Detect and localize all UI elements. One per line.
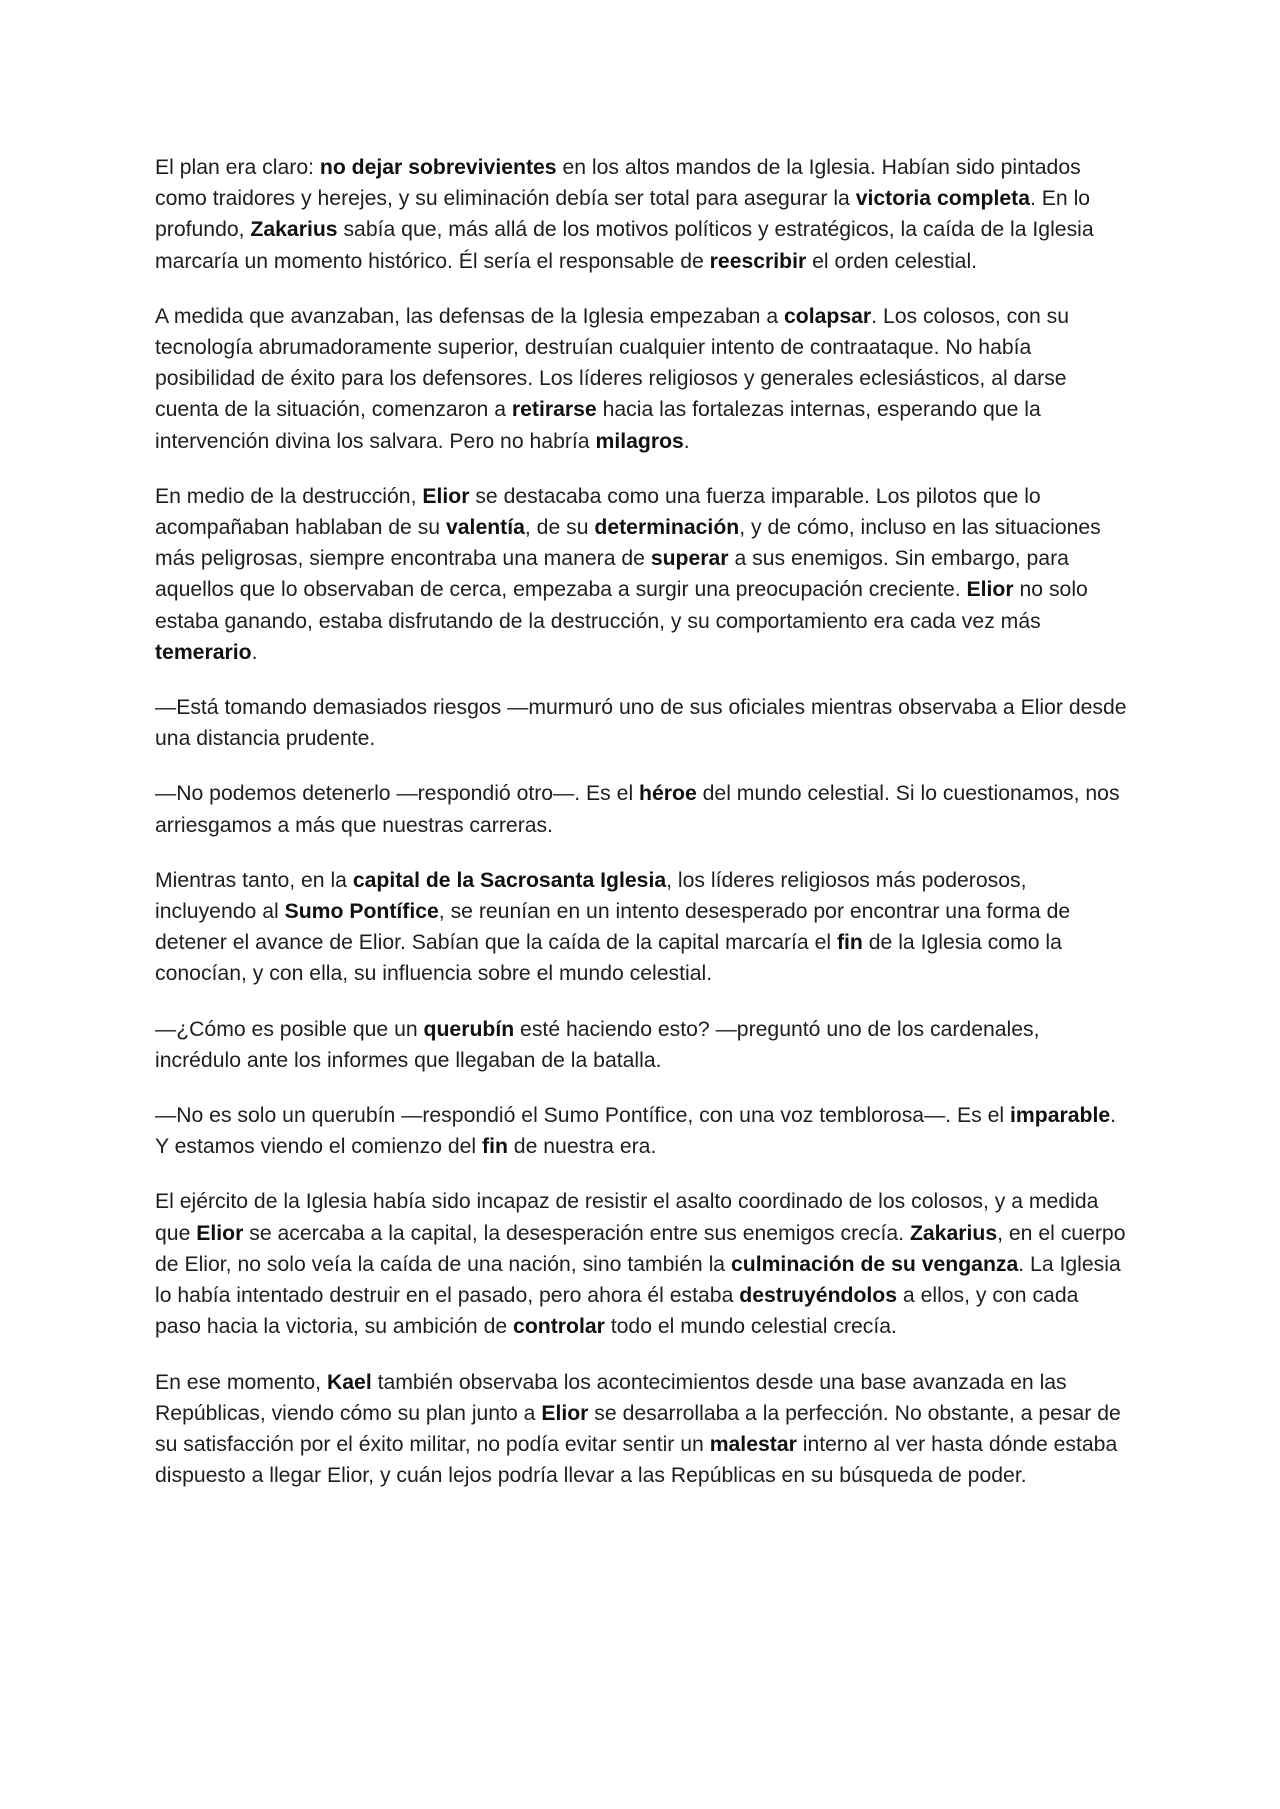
bold-text-run: superar: [650, 547, 729, 571]
bold-text-run: colapsar: [784, 304, 872, 328]
text-run: En ese momento,: [155, 1370, 327, 1394]
text-run: El plan era claro:: [155, 156, 320, 179]
bold-text-run: Elior: [541, 1401, 589, 1425]
text-run: de la Iglesia como la conocían, y con ella, su influencia sobre el mundo celestial.: [155, 931, 1062, 986]
paragraph-4: [155, 692, 1130, 754]
document-body: [155, 152, 1130, 1515]
text-run: .: [251, 640, 258, 664]
paragraph-7: [155, 1014, 1130, 1076]
bold-text-run: fin: [836, 931, 863, 955]
text-run: todo el mundo celestial crecía.: [604, 1315, 897, 1339]
bold-text-run: controlar: [513, 1315, 605, 1339]
text-run: a ellos, y con cada paso hacia la victoria, su ambición de: [155, 1284, 1079, 1339]
text-run: en los altos mandos de la Iglesia. Habían sido pintados como traidores y herejes, y su eliminación debía ser total para asegurar la: [155, 156, 1081, 211]
bold-text-run: Elior: [966, 578, 1014, 602]
text-run: interno al ver hasta dónde estaba dispuesto a llegar Elior, y cuán lejos podría llevar a las Repúblicas en su búsqueda de poder.: [155, 1432, 1118, 1488]
paragraph-5: [155, 778, 1130, 840]
paragraph-6: [155, 865, 1130, 990]
paragraph-9: [155, 1186, 1130, 1342]
text-run: —Está tomando demasiados riesgos —murmuró uno de sus oficiales mientras observaba a Elior desde una distancia prudente.: [155, 696, 1127, 751]
text-run: sabía que, más allá de los motivos políticos y estratégicos, la caída de la Iglesia marcaría un momento histórico. Él sería el responsable de: [155, 218, 1094, 273]
bold-text-run: malestar: [709, 1432, 797, 1456]
text-run: El ejército de la Iglesia había sido incapaz de resistir el asalto coordinado de los colosos, y a medida que: [155, 1190, 1099, 1245]
text-run: —No es solo un querubín —respondió el Sumo Pontífice, con una voz temblorosa—. Es el: [155, 1104, 1011, 1128]
text-run: se desarrollaba a la perfección. No obstante, a pesar de su satisfacción por el éxito militar, no podía evitar sentir un: [155, 1401, 1121, 1456]
text-run: se acercaba a la capital, la desesperación entre sus enemigos crecía.: [243, 1221, 910, 1245]
bold-text-run: temerario: [155, 640, 252, 664]
bold-text-run: héroe: [639, 782, 697, 806]
text-run: En medio de la destrucción,: [155, 484, 423, 508]
paragraph-2: [155, 301, 1130, 457]
bold-text-run: Elior: [196, 1221, 244, 1245]
bold-text-run: retirarse: [511, 398, 597, 422]
paragraph-10: [155, 1367, 1130, 1492]
text-run: hacia las fortalezas internas, esperando que la intervención divina los salvara. Pero no habría: [155, 398, 1041, 453]
text-run: también observaba los acontecimientos desde una base avanzada en las Repúblicas, viendo cómo su plan junto a: [155, 1370, 1067, 1425]
text-run: , y de cómo, incluso en las situaciones más peligrosas, siempre encontraba una manera de: [155, 516, 1101, 571]
bold-text-run: milagros: [595, 429, 684, 453]
text-run: . En lo profundo,: [155, 187, 1091, 242]
text-run: Mientras tanto, en la: [155, 868, 353, 892]
bold-text-run: Zakarius: [909, 1221, 998, 1245]
bold-text-run: fin: [482, 1135, 508, 1159]
bold-text-run: culminación de su venganza: [730, 1252, 1019, 1276]
text-run: , se reunían en un intento desesperado por encontrar una forma de detener el avance de Elior. Sabían que la caída de la capital marcaría el: [155, 900, 1071, 955]
text-run: del mundo celestial. Si lo cuestionamos, nos arriesgamos a más que nuestras carreras.: [155, 782, 1120, 837]
paragraph-8: [155, 1100, 1130, 1162]
text-run: . La Iglesia lo había intentado destruir en el pasado, pero ahora él estaba: [155, 1252, 1121, 1308]
text-run: —¿Cómo es posible que un: [155, 1017, 424, 1041]
bold-text-run: querubín: [423, 1017, 515, 1041]
bold-text-run: Elior: [422, 484, 470, 508]
bold-text-run: determinación: [594, 516, 740, 540]
bold-text-run: valentía: [445, 516, 525, 540]
text-run: . Y estamos viendo el comienzo del: [155, 1104, 1117, 1159]
text-run: de nuestra era.: [507, 1135, 657, 1159]
text-run: el orden celestial.: [806, 249, 978, 273]
text-run: , de su: [524, 516, 595, 540]
text-run: , los líderes religiosos más poderosos, incluyendo al: [155, 868, 1027, 924]
text-run: , en el cuerpo de Elior, no solo veía la caída de una nación, sino también la: [155, 1221, 1126, 1276]
bold-text-run: destruyéndolos: [739, 1284, 898, 1308]
text-run: no solo estaba ganando, estaba disfrutando de la destrucción, y su comportamiento era cada vez más: [155, 578, 1088, 633]
bold-text-run: Sumo Pontífice: [284, 900, 439, 924]
bold-text-run: reescribir: [709, 249, 807, 273]
text-run: esté haciendo esto? —preguntó uno de los cardenales, incrédulo ante los informes que llegaban de la batalla.: [155, 1017, 1040, 1072]
bold-text-run: Zakarius: [250, 218, 338, 242]
text-run: . Los colosos, con su tecnología abrumadoramente superior, destruían cualquier intento de contraataque. No había posibilidad de éxito para los defensores. Los líderes religiosos y generales eclesiásticos, al darse cuenta de la situación, comenzaron a: [155, 304, 1070, 422]
bold-text-run: imparable: [1010, 1104, 1111, 1128]
text-run: se destacaba como una fuerza imparable. Los pilotos que lo acompañaban hablaban de su: [155, 484, 1041, 540]
bold-text-run: capital de la Sacrosanta Iglesia: [352, 868, 667, 892]
text-run: A medida que avanzaban, las defensas de la Iglesia empezaban a: [155, 304, 785, 328]
text-run: .: [683, 429, 690, 453]
paragraph-1: [155, 152, 1130, 277]
text-run: a sus enemigos. Sin embargo, para aquellos que lo observaban de cerca, empezaba a surgir una preocupación creciente.: [155, 547, 1069, 602]
bold-text-run: victoria completa: [855, 187, 1030, 211]
bold-text-run: no dejar sobrevivientes: [319, 156, 557, 179]
text-run: —No podemos detenerlo —respondió otro—. Es el: [155, 782, 640, 806]
bold-text-run: Kael: [326, 1370, 372, 1394]
paragraph-3: [155, 481, 1130, 668]
